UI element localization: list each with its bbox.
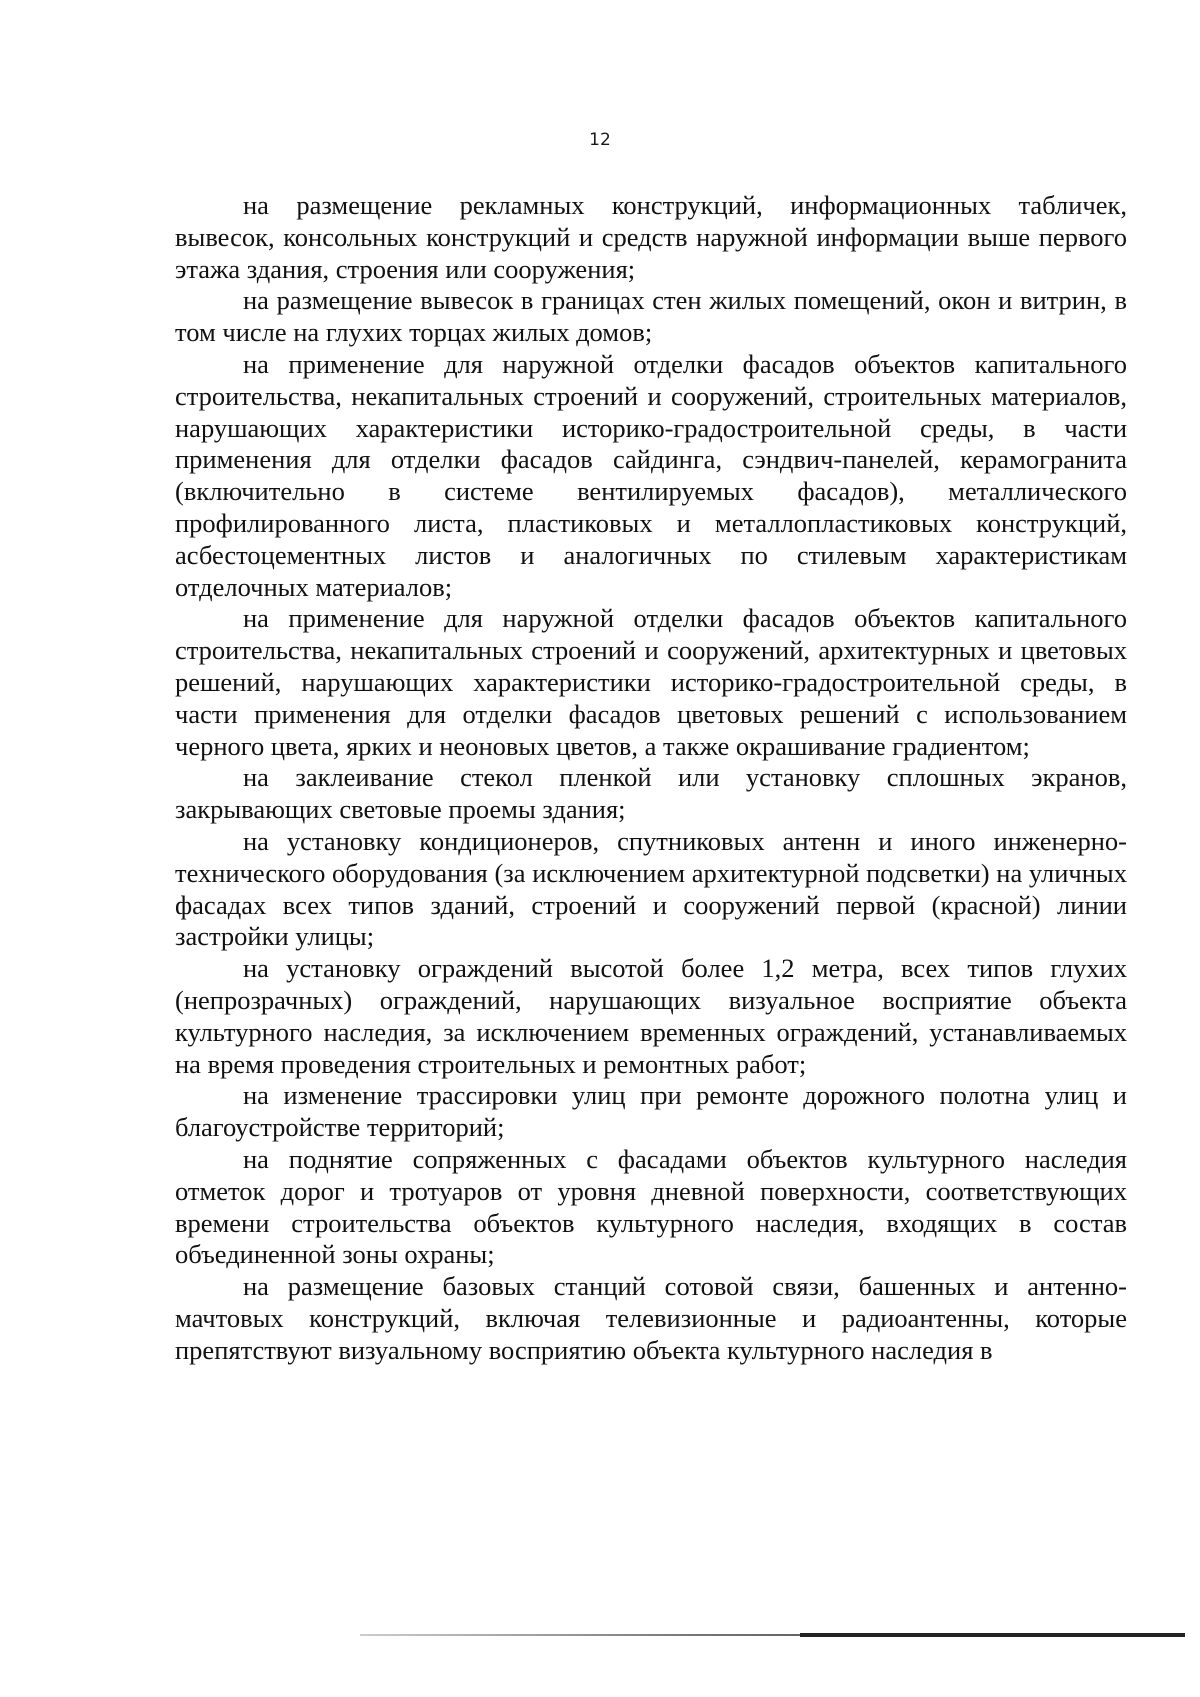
paragraph-fences: на установку ограждений высотой более 1,2 метра, всех типов глухих (непрозрачных) ограждений, нарушающих визуальное восприятие объекта культурного наследия, за исключением временных ограждений, устанавливаемых на время проведения строительных и ремонтных работ; [175,953,1127,1079]
paragraph-base-stations: на размещение базовых станций сотовой связи, башенных и антенно-мачтовых конструкций, включая телевизионные и радиоантенны, которые препятствуют визуальному восприятию объекта культурного наследия в [175,1271,1127,1365]
paragraph-glass-film: на заклеивание стекол пленкой или установку сплошных экранов, закрывающих световые проемы здания; [175,762,1127,825]
page-number: 12 [589,130,611,150]
paragraph-advertising: на размещение рекламных конструкций, информационных табличек, вывесок, консольных конструкций и средств наружной информации выше первого этажа здания, строения или сооружения; [175,190,1127,284]
document-body [175,190,1127,1366]
paragraph-road-levels: на поднятие сопряженных с фасадами объектов культурного наследия отметок дорог и тротуаров от уровня дневной поверхности, соответствующих времени строительства объектов культурного наследия, входящих в состав объединенной зоны охраны; [175,1143,1127,1270]
paragraph-signboards: на размещение вывесок в границах стен жилых помещений, окон и витрин, в том числе на глухих торцах жилых домов; [175,285,1127,348]
bottom-scan-rule-thick [800,1633,1185,1637]
paragraph-street-routing: на изменение трассировки улиц при ремонте дорожного полотна улиц и благоустройстве территорий; [175,1080,1127,1143]
paragraph-facade-colors: на применение для наружной отделки фасадов объектов капитального строительства, некапитальных строений и сооружений, архитектурных и цветовых решений, нарушающих характеристики историко-градостроительной среды, в части применения для отделки фасадов цветовых решений с использованием черного цвета, ярких и неоновых цветов, а также окрашивание градиентом; [175,603,1127,761]
paragraph-air-conditioners: на установку кондиционеров, спутниковых антенн и иного инженерно-технического оборудования (за исключением архитектурной подсветки) на уличных фасадах всех типов зданий, строений и сооружений первой (красной) линии застройки улицы; [175,825,1127,952]
paragraph-facade-materials: на применение для наружной отделки фасадов объектов капитального строительства, некапитальных строений и сооружений, строительных материалов, нарушающих характеристики историко-градостроительной среды, в части применения для отделки фасадов сайдинга, сэндвич-панелей, керамогранита (включительно в системе вентилируемых фасадов), металлического профилированного листа, пластиковых и металлопластиковых конструкций, асбестоцементных листов и аналогичных по стилевым характеристикам отделочных материалов; [175,348,1127,602]
